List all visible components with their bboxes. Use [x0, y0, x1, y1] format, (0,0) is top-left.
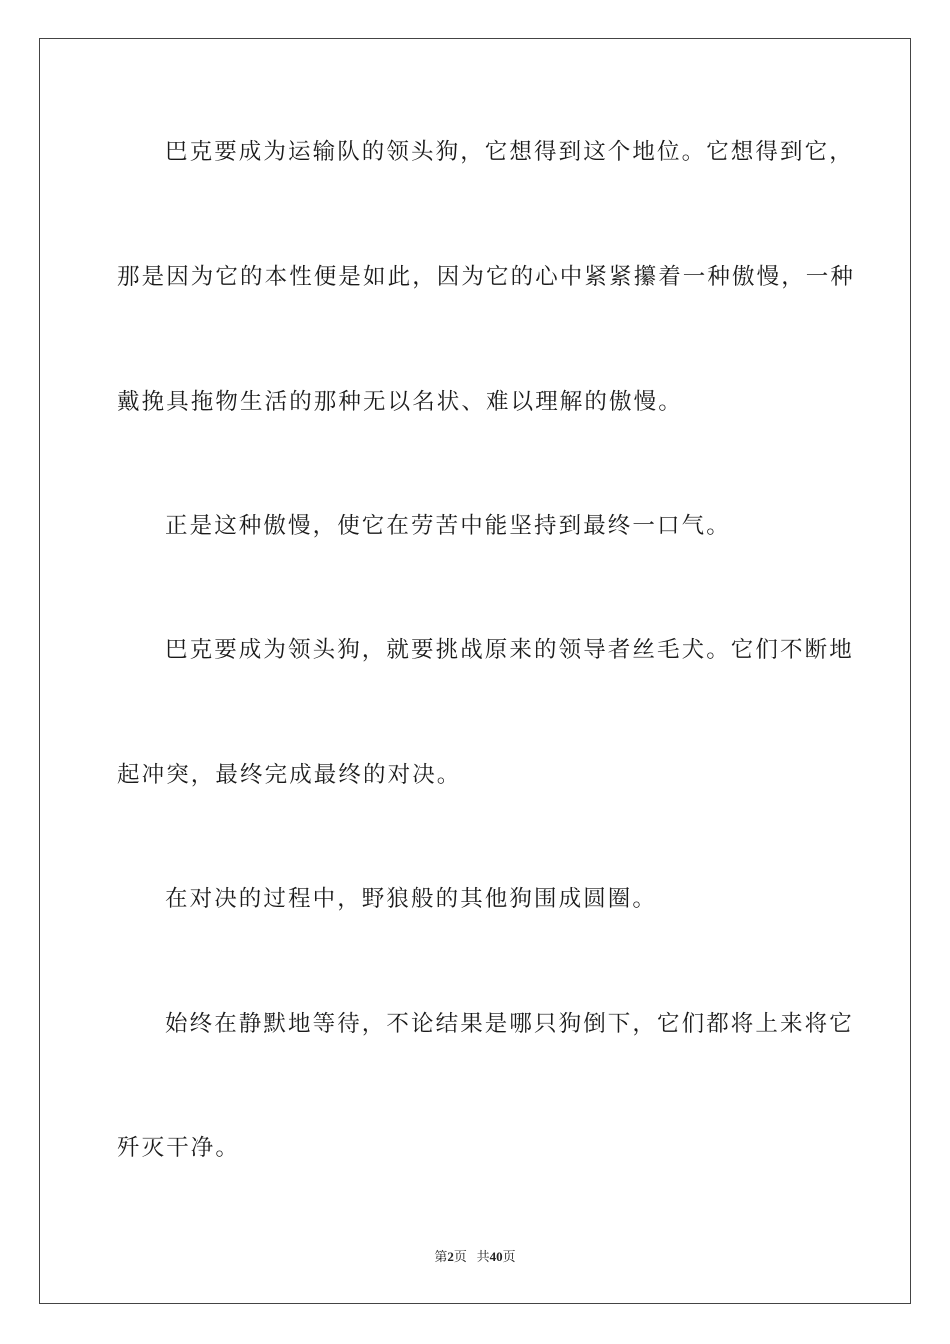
page-number: 2 [447, 1249, 454, 1264]
paragraph-line-6: 起冲突，最终完成最终的对决。 [117, 762, 462, 788]
paragraph-line-1: 巴克要成为运输队的领头狗，它想得到这个地位。它想得到它， [165, 139, 854, 165]
total-prefix: 共 [476, 1249, 490, 1264]
paragraph-line-7: 在对决的过程中，野狼般的其他狗围成圆圈。 [165, 886, 658, 912]
total-suffix: 页 [502, 1249, 516, 1264]
page-border [39, 38, 911, 1304]
paragraph-line-5: 巴克要成为领头狗，就要挑战原来的领导者丝毛犬。它们不断地 [165, 637, 854, 663]
page-suffix: 页 [453, 1249, 467, 1264]
page-footer [0, 1246, 950, 1265]
paragraph-line-4: 正是这种傲慢，使它在劳苦中能坚持到最终一口气。 [165, 513, 731, 539]
paragraph-line-2: 那是因为它的本性便是如此，因为它的心中紧紧攥着一种傲慢，一种 [117, 264, 856, 290]
total-pages: 40 [489, 1249, 503, 1264]
paragraph-line-9: 歼灭干净。 [117, 1135, 241, 1161]
paragraph-line-3: 戴挽具拖物生活的那种无以名状、难以理解的傲慢。 [117, 389, 683, 415]
page-prefix: 第 [434, 1249, 448, 1264]
paragraph-line-8: 始终在静默地等待，不论结果是哪只狗倒下，它们都将上来将它 [165, 1011, 854, 1037]
